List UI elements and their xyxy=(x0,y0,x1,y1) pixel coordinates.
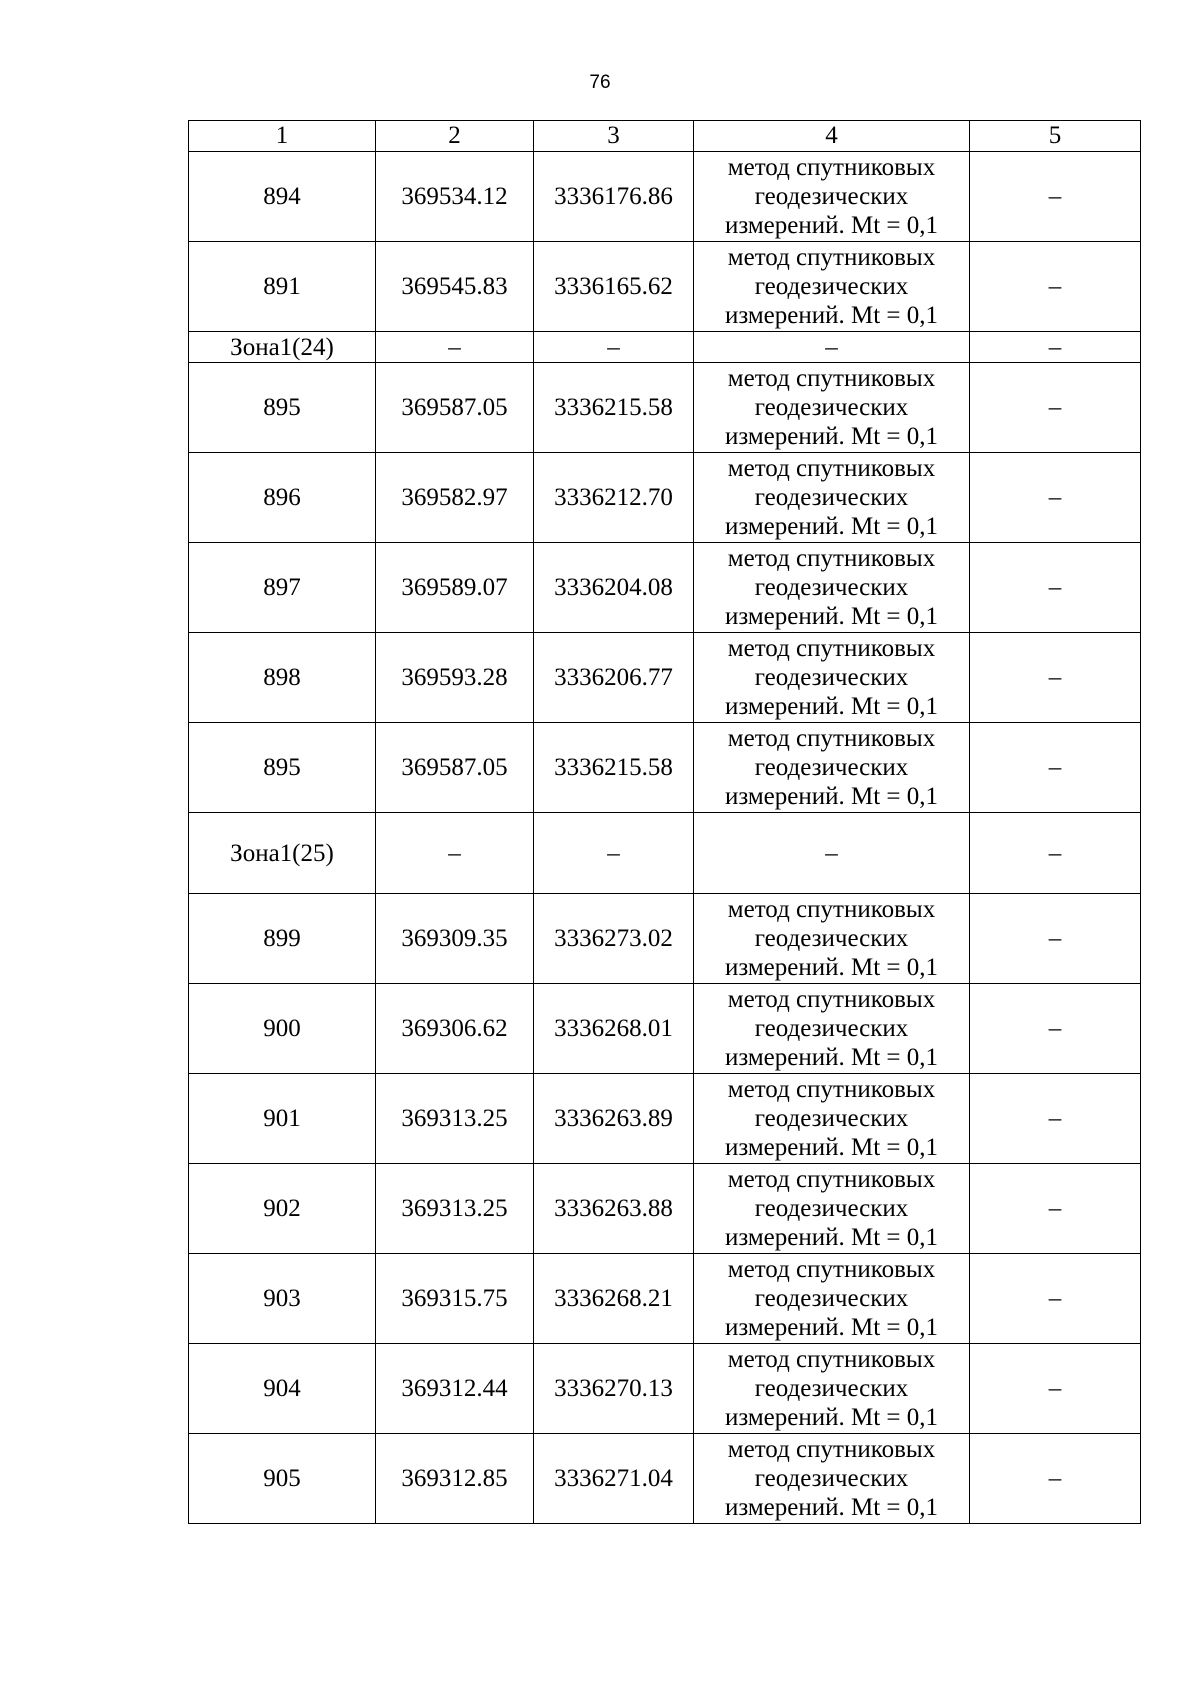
method-line: метод спутниковых xyxy=(727,1166,936,1193)
header-col-2: 2 xyxy=(376,121,534,152)
table-row xyxy=(189,242,1141,332)
method-line: метод спутниковых xyxy=(727,1076,936,1103)
x-coordinate-cell: 369593.28 xyxy=(376,633,534,723)
table-row xyxy=(189,543,1141,633)
method-cell xyxy=(694,1254,970,1344)
point-id-cell: 899 xyxy=(189,894,376,984)
method-line: измерений. Mt = 0,1 xyxy=(724,1404,939,1431)
table-row xyxy=(189,1434,1141,1524)
x-coordinate-cell: 369589.07 xyxy=(376,543,534,633)
table-row xyxy=(189,1074,1141,1164)
method-line: геодезических xyxy=(754,1285,909,1312)
y-coordinate-cell: 3336212.70 xyxy=(534,453,694,543)
table-row xyxy=(189,1254,1141,1344)
zone-row xyxy=(189,813,1141,894)
method-line: метод спутниковых xyxy=(727,986,936,1013)
x-coordinate-cell: 369306.62 xyxy=(376,984,534,1074)
note-cell: – xyxy=(970,363,1141,453)
point-id-cell: 894 xyxy=(189,152,376,242)
table-row xyxy=(189,984,1141,1074)
method-line: геодезических xyxy=(754,925,909,952)
point-id-cell: 891 xyxy=(189,242,376,332)
note-cell: – xyxy=(970,1434,1141,1524)
page-number: 76 xyxy=(589,72,611,93)
table-row xyxy=(189,1344,1141,1434)
header-col-4: 4 xyxy=(694,121,970,152)
point-id-cell: 904 xyxy=(189,1344,376,1434)
x-coordinate-cell: – xyxy=(376,332,534,363)
method-line: измерений. Mt = 0,1 xyxy=(724,603,939,630)
x-coordinate-cell: 369312.44 xyxy=(376,1344,534,1434)
method-line: геодезических xyxy=(754,183,909,210)
method-cell xyxy=(694,813,970,894)
x-coordinate-cell: 369587.05 xyxy=(376,363,534,453)
note-cell: – xyxy=(970,723,1141,813)
method-line: измерений. Mt = 0,1 xyxy=(724,1314,939,1341)
method-line: метод спутниковых xyxy=(727,896,936,923)
method-line: геодезических xyxy=(754,1195,909,1222)
method-line: геодезических xyxy=(754,394,909,421)
method-line: геодезических xyxy=(754,273,909,300)
method-cell xyxy=(694,723,970,813)
method-cell xyxy=(694,984,970,1074)
method-line: геодезических xyxy=(754,754,909,781)
method-cell xyxy=(694,242,970,332)
x-coordinate-cell: 369313.25 xyxy=(376,1074,534,1164)
y-coordinate-cell: 3336215.58 xyxy=(534,723,694,813)
method-line: геодезических xyxy=(754,574,909,601)
note-cell: – xyxy=(970,813,1141,894)
method-line: измерений. Mt = 0,1 xyxy=(724,513,939,540)
header-col-3: 3 xyxy=(534,121,694,152)
y-coordinate-cell: – xyxy=(534,332,694,363)
point-id-cell: 902 xyxy=(189,1164,376,1254)
point-id-cell: 898 xyxy=(189,633,376,723)
method-cell xyxy=(694,1434,970,1524)
note-cell: – xyxy=(970,332,1141,363)
method-line: измерений. Mt = 0,1 xyxy=(724,423,939,450)
method-line: измерений. Mt = 0,1 xyxy=(724,302,939,329)
method-line: – xyxy=(825,333,838,361)
method-line: геодезических xyxy=(754,664,909,691)
y-coordinate-cell: 3336270.13 xyxy=(534,1344,694,1434)
note-cell: – xyxy=(970,543,1141,633)
method-line: геодезических xyxy=(754,484,909,511)
point-id-cell: Зона1(25) xyxy=(189,813,376,894)
header-row xyxy=(189,121,1141,152)
x-coordinate-cell: 369312.85 xyxy=(376,1434,534,1524)
x-coordinate-cell: – xyxy=(376,813,534,894)
table-row xyxy=(189,723,1141,813)
point-id-cell: 900 xyxy=(189,984,376,1074)
point-id-cell: 895 xyxy=(189,723,376,813)
method-cell xyxy=(694,1344,970,1434)
method-line: измерений. Mt = 0,1 xyxy=(724,783,939,810)
table-row xyxy=(189,894,1141,984)
y-coordinate-cell: 3336263.88 xyxy=(534,1164,694,1254)
method-line: измерений. Mt = 0,1 xyxy=(724,1494,939,1521)
point-id-cell: Зона1(24) xyxy=(189,332,376,363)
method-line: метод спутниковых xyxy=(727,244,936,271)
method-cell xyxy=(694,1164,970,1254)
note-cell: – xyxy=(970,1344,1141,1434)
y-coordinate-cell: 3336268.01 xyxy=(534,984,694,1074)
point-id-cell: 901 xyxy=(189,1074,376,1164)
y-coordinate-cell: 3336268.21 xyxy=(534,1254,694,1344)
method-cell xyxy=(694,894,970,984)
method-cell xyxy=(694,1074,970,1164)
table-header xyxy=(189,121,1141,152)
method-line: метод спутниковых xyxy=(727,635,936,662)
note-cell: – xyxy=(970,1254,1141,1344)
x-coordinate-cell: 369534.12 xyxy=(376,152,534,242)
point-id-cell: 896 xyxy=(189,453,376,543)
coordinates-table xyxy=(188,120,1141,1524)
point-id-cell: 905 xyxy=(189,1434,376,1524)
note-cell: – xyxy=(970,1074,1141,1164)
method-line: метод спутниковых xyxy=(727,725,936,752)
method-cell xyxy=(694,543,970,633)
x-coordinate-cell: 369315.75 xyxy=(376,1254,534,1344)
method-line: метод спутниковых xyxy=(727,154,936,181)
point-id-cell: 903 xyxy=(189,1254,376,1344)
note-cell: – xyxy=(970,633,1141,723)
table-row xyxy=(189,1164,1141,1254)
y-coordinate-cell: 3336273.02 xyxy=(534,894,694,984)
method-cell xyxy=(694,453,970,543)
y-coordinate-cell: 3336271.04 xyxy=(534,1434,694,1524)
method-line: метод спутниковых xyxy=(727,365,936,392)
method-cell xyxy=(694,152,970,242)
x-coordinate-cell: 369582.97 xyxy=(376,453,534,543)
note-cell: – xyxy=(970,242,1141,332)
method-line: – xyxy=(825,839,838,867)
method-line: измерений. Mt = 0,1 xyxy=(724,1044,939,1071)
table-row xyxy=(189,152,1141,242)
method-cell xyxy=(694,633,970,723)
method-cell xyxy=(694,363,970,453)
method-line: измерений. Mt = 0,1 xyxy=(724,212,939,239)
x-coordinate-cell: 369313.25 xyxy=(376,1164,534,1254)
method-line: измерений. Mt = 0,1 xyxy=(724,1134,939,1161)
method-line: геодезических xyxy=(754,1015,909,1042)
method-line: метод спутниковых xyxy=(727,1346,936,1373)
x-coordinate-cell: 369545.83 xyxy=(376,242,534,332)
method-line: метод спутниковых xyxy=(727,1256,936,1283)
table-body xyxy=(189,152,1141,1524)
method-line: метод спутниковых xyxy=(727,455,936,482)
y-coordinate-cell: 3336263.89 xyxy=(534,1074,694,1164)
method-line: геодезических xyxy=(754,1465,909,1492)
y-coordinate-cell: – xyxy=(534,813,694,894)
y-coordinate-cell: 3336215.58 xyxy=(534,363,694,453)
y-coordinate-cell: 3336206.77 xyxy=(534,633,694,723)
method-line: геодезических xyxy=(754,1105,909,1132)
method-line: измерений. Mt = 0,1 xyxy=(724,693,939,720)
y-coordinate-cell: 3336204.08 xyxy=(534,543,694,633)
table-row xyxy=(189,363,1141,453)
point-id-cell: 897 xyxy=(189,543,376,633)
x-coordinate-cell: 369309.35 xyxy=(376,894,534,984)
y-coordinate-cell: 3336176.86 xyxy=(534,152,694,242)
method-line: метод спутниковых xyxy=(727,545,936,572)
header-col-1: 1 xyxy=(189,121,376,152)
method-line: измерений. Mt = 0,1 xyxy=(724,1224,939,1251)
method-cell xyxy=(694,332,970,363)
method-line: геодезических xyxy=(754,1375,909,1402)
note-cell: – xyxy=(970,453,1141,543)
note-cell: – xyxy=(970,1164,1141,1254)
method-line: метод спутниковых xyxy=(727,1436,936,1463)
method-line: измерений. Mt = 0,1 xyxy=(724,954,939,981)
note-cell: – xyxy=(970,152,1141,242)
header-col-5: 5 xyxy=(970,121,1141,152)
x-coordinate-cell: 369587.05 xyxy=(376,723,534,813)
point-id-cell: 895 xyxy=(189,363,376,453)
table-row xyxy=(189,633,1141,723)
note-cell: – xyxy=(970,984,1141,1074)
table-row xyxy=(189,453,1141,543)
note-cell: – xyxy=(970,894,1141,984)
zone-row xyxy=(189,332,1141,363)
y-coordinate-cell: 3336165.62 xyxy=(534,242,694,332)
